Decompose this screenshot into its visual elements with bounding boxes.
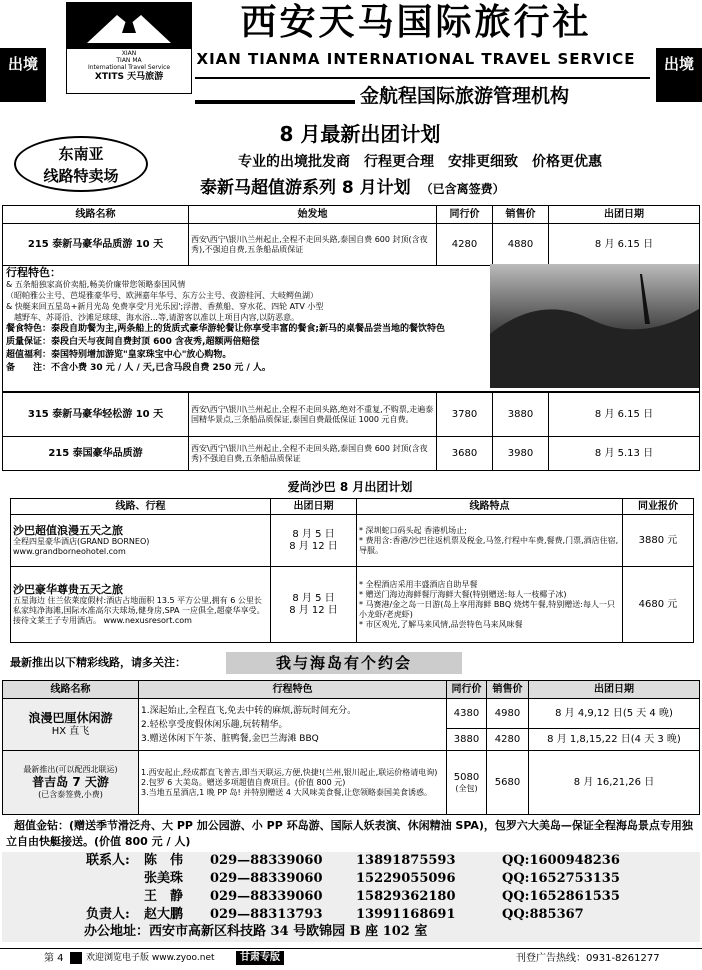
route-name: 215 泰国豪华品质游 [3, 437, 189, 471]
table-row [11, 567, 694, 643]
col-header: 出团日期 [529, 681, 700, 699]
table-row [3, 699, 700, 729]
depart-date: 8 月 4,9,12 日(5 天 4 晚) [529, 699, 700, 729]
edition-tag: 甘肃专版 [236, 951, 284, 965]
sabah-table [10, 498, 694, 643]
sub-title: 泰新马超值游系列 8 月计划 （已含离签费） [200, 178, 505, 198]
route-name: 315 泰新马豪华轻松游 10 天 [3, 393, 189, 437]
page-footer [0, 948, 702, 968]
page-header [0, 0, 702, 107]
thai-table-2 [2, 392, 700, 471]
gift-note: 超值金钻：(赠送季节滑泛舟、大 PP 加公园游、小 PP 环岛游、国际人妖表演、休闲精油 SPA)，包罗六大美岛—保证全程海岛景点专用独立自由快艇接送。(价值 800 元 / 人) [6, 819, 693, 848]
depart-date: 8 月 6.15 日 [549, 224, 700, 266]
col-header: 销售价 [493, 206, 549, 224]
features-text: 行程特色： & 五条船独家高价卖船,畅美价廉带您领略泰国风情 （昭帕雅公主号、芭堤雅豪华号、欧洲嘉年华号、东方公主号、夜游桂河、大岐鳄鱼湖） & 快艇来回五星岛+新月光岛 免费享受'月光乐园';浮潜、香蕉船、穿水花、四轮 ATV 小型 越野车、苏哥沿、沙滩足球球、海水浴…等,请游客以准以上项目内容,以防恶意。 餐食特色：泰段自助餐为主,两条船上的货质式豪华游轮餐让你享受丰富的餐食;新马的桌餐品尝当地的餐饮特色 质量保证：泰段白天与夜间自费封顶 600 含夜秀,超额两倍赔偿 超值福利：泰国特别增加游览"皇家珠宝中心"放心购物。 备 注：不含小费 30 元 / 人 / 天,已含马段自费 250 元 / 人。 [6, 266, 446, 374]
sale-price: 4880 [493, 224, 549, 266]
price: 3880 元 [623, 515, 694, 567]
welcome-text: 欢迎浏览电子版 www.zyoo.net [86, 953, 215, 963]
route-desc: 西安\西宁\银川\兰州起止,全程不走回头路,泰国自费 600 封顶(含夜秀)不强迫自费,五条船品质保证 [189, 437, 437, 471]
peer-price: 3780 [437, 393, 493, 437]
contact-row: 负责人: 赵大鹏 029—88313793 13991168691 QQ:885367 [86, 907, 584, 923]
col-header: 同行价 [447, 681, 487, 699]
table-row [3, 224, 700, 266]
col-header: 线路名称 [3, 206, 189, 224]
page-number: 第 4 [44, 953, 64, 964]
depart-date: 8 月 5.13 日 [549, 437, 700, 471]
sale-price: 3880 [493, 393, 549, 437]
depart-date: 8 月 1,8,15,22 日(4 天 3 晚) [529, 729, 700, 751]
route-features: 1.西安起止,经成都直飞普吉,即当天联运,方便,快捷!(兰州,银川起止,联运价格请电询) 2.包罗 6 大美岛。赠送多项超值自费项目。(价值 800 元) 3.当地五星酒店,1 晚 PP 岛! 并特别赠送 4 大风味美食餐,让您领略泰国美食诱惑。 [139, 751, 447, 815]
contact-row: 王 静 029—88339060 15829362180 QQ:1652861535 [144, 889, 620, 905]
col-header: 线路特点 [357, 499, 623, 515]
peer-price: 3680 [437, 437, 493, 471]
depart-date: 8 月 16,21,26 日 [529, 751, 700, 815]
logo-text: XIAN TIAN MA International Travel Service XTITS 天马旅游 [87, 50, 171, 82]
contact-table [84, 852, 684, 924]
col-header: 同业报价 [623, 499, 694, 515]
slogan: 专业的出境批发商 行程更合理 安排更细致 价格更优惠 [238, 154, 602, 170]
table-row [11, 515, 694, 567]
divider [195, 77, 650, 79]
col-header: 始发地 [189, 206, 437, 224]
contact-row: 张美珠 029—88339060 15229055096 QQ:1652753135 [144, 871, 620, 887]
side-label-left: 出境 [0, 48, 46, 102]
route-desc: 西安\西宁\银川\兰州起止,全程不走回头路,泰国自费 600 封顶(含夜秀),不强迫自费,五条船品质保证 [189, 224, 437, 266]
col-header: 销售价 [487, 681, 529, 699]
route-cell: 浪漫巴厘休闲游 HX 直飞 [3, 699, 139, 751]
col-header: 同行价 [437, 206, 493, 224]
depart-dates: 8 月 5 日 8 月 12 日 [271, 567, 357, 643]
ad-hotline: 刊登广告热线：0931-8261277 [516, 953, 660, 964]
sale-price: 5680 [487, 751, 529, 815]
peer-price: 4280 [437, 224, 493, 266]
col-header: 行程特色 [139, 681, 447, 699]
col-header: 出团日期 [271, 499, 357, 515]
depart-dates: 8 月 5 日 8 月 12 日 [271, 515, 357, 567]
peer-price: 4380 [447, 699, 487, 729]
col-header: 线路名称 [3, 681, 139, 699]
peer-price: 5080 (全包) [447, 751, 487, 815]
island-table [2, 680, 700, 815]
route-name: 215 泰新马豪华品质游 10 天 [3, 224, 189, 266]
route-cell: 沙巴超值浪漫五天之旅 全程四星豪华酒店(GRAND BORNEO) www.grandborneohotel.com [11, 515, 271, 567]
agency-name: 金航程国际旅游管理机构 [356, 85, 573, 108]
route-points: * 全程酒店采用丰盛酒店自助早餐 * 赠送门海边海鲜餐厅海鲜大餐(特别赠送:每人一枝椰子冰) * 马赛港/金之岛一日游(岛上享用海鲜 BBQ 烧烤午餐,特别赠送:每人一只小龙虾/老虎虾) * 市区观光,了解马来风情,品尝特色马来风味餐 [357, 567, 623, 643]
contact-row: 联系人: 陈 伟 029—88339060 13891875593 QQ:1600948236 [86, 853, 620, 869]
company-logo [66, 2, 192, 94]
site-icon [70, 952, 82, 964]
side-label-right: 出境 [656, 48, 702, 102]
promo-banner: 我与海岛有个约会 [226, 652, 462, 674]
logo-mark-icon [67, 3, 191, 49]
promo-stamp: 东南亚 线路特卖场 [14, 136, 148, 192]
contact-box [2, 852, 700, 942]
main-title: 8 月最新出团计划 [279, 122, 441, 146]
sale-price: 4280 [487, 729, 529, 751]
promo-label: 最新推出以下精彩线路，请多关注： [10, 656, 186, 669]
col-header: 线路、行程 [11, 499, 271, 515]
peer-price: 3880 [447, 729, 487, 751]
col-header: 出团日期 [549, 206, 700, 224]
office-address: 办公地址：西安市高新区科技路 34 号欧锦园 B 座 102 室 [84, 924, 428, 939]
route-desc: 西安\西宁\银川\兰州起止,全程不走回头路,绝对不重复,不购票,走遍泰国精华景点,三条船品质保证,泰国自费最低保证 1000 元自费。 [189, 393, 437, 437]
route-points: * 深圳蛇口码头起 香港机场止; * 费用含:香港/沙巴往返机票及税金,马签,行程中车费,餐费,门票,酒店住宿,导服。 [357, 515, 623, 567]
price: 4680 元 [623, 567, 694, 643]
company-name-en: XIAN TIANMA INTERNATIONAL TRAVEL SERVICE [196, 50, 636, 68]
company-name: 西安天马国际旅行社 [240, 2, 592, 43]
table-row [3, 751, 700, 815]
sale-price: 4980 [487, 699, 529, 729]
sale-price: 3980 [493, 437, 549, 471]
thai-table [2, 205, 700, 266]
route-features: 1.深起始止,全程直飞,免去中转的麻烦,游玩时间充分。 2.轻松享受度假休闲乐趣,玩转精华。 3.赠送休闲下午茶、脏鸭餐,金巴兰海滩 BBQ [139, 699, 447, 751]
route-cell: 沙巴豪华尊贵五天之旅 五星海边 住兰依莱度假村:酒店占地面积 13.5 平方公里,拥有 6 公里长私家纯净海滩,国际水准高尔夫球场,健身房,SPA 一应俱全,超豪华享受。 接待文莱王子专用酒店。 www.nexusresort.com [11, 567, 271, 643]
route-cell: 最新推出(可以配西北联运) 普吉岛 7 天游 (已含泰签费,小费) [3, 751, 139, 815]
divider [195, 100, 355, 104]
depart-date: 8 月 6.15 日 [549, 393, 700, 437]
sabah-title: 爱尚沙巴 8 月出团计划 [287, 480, 413, 494]
table-row [3, 437, 700, 471]
features-box [2, 264, 700, 392]
table-row [3, 393, 700, 437]
